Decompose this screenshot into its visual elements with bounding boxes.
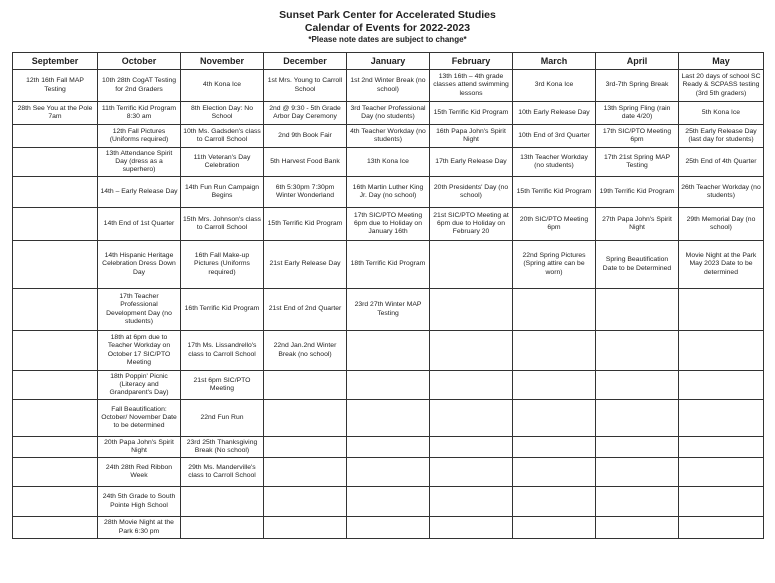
event-text: 22nd Fun Run xyxy=(200,413,244,421)
event-text: 8th Election Day: No School xyxy=(191,104,253,120)
event-cell-november xyxy=(181,125,264,148)
event-cell-december xyxy=(264,371,347,400)
event-text: 11th Terrific Kid Program 8:30 am xyxy=(101,104,177,120)
event-cell-october xyxy=(98,208,181,241)
event-text: 15th Terrific Kid Program xyxy=(516,187,592,195)
month-header-october: October xyxy=(98,53,181,70)
event-cell-september xyxy=(13,102,98,125)
event-text: 3rd Teacher Professional Day (no students) xyxy=(350,104,426,120)
event-cell-january xyxy=(347,487,430,517)
event-cell-january xyxy=(347,371,430,400)
event-text: 29th Memorial Day (no school) xyxy=(686,215,756,231)
event-text: 17th SIC/PTO Meeting 6pm due to Holiday on January 16th xyxy=(353,211,423,236)
event-cell-january xyxy=(347,148,430,177)
event-text: 1st Mrs. Young to Carroll School xyxy=(267,77,343,93)
event-cell-march xyxy=(513,458,596,487)
event-cell-may xyxy=(679,102,764,125)
month-header-may: May xyxy=(679,53,764,70)
event-cell-november xyxy=(181,177,264,208)
calendar-subtitle: Calendar of Events for 2022-2023 xyxy=(304,22,471,34)
event-cell-may xyxy=(679,289,764,331)
event-cell-october xyxy=(98,289,181,331)
event-cell-november xyxy=(181,437,264,458)
event-cell-october xyxy=(98,517,181,539)
event-cell-january xyxy=(347,208,430,241)
event-text: 13th Attendance Spirit Day (dress as a superhero) xyxy=(105,149,173,174)
month-header-december: December xyxy=(264,53,347,70)
event-cell-april xyxy=(596,487,679,517)
event-cell-february xyxy=(430,70,513,102)
event-cell-october xyxy=(98,177,181,208)
event-text: 10th Early Release Day xyxy=(518,108,590,116)
event-cell-october xyxy=(98,437,181,458)
event-cell-october xyxy=(98,400,181,437)
event-cell-may xyxy=(679,400,764,437)
event-text: 27th Papa John's Spirit Night xyxy=(602,215,672,231)
event-cell-may xyxy=(679,458,764,487)
event-cell-february xyxy=(430,400,513,437)
event-text: 17th Teacher Professional Development Day (no students) xyxy=(106,293,172,325)
event-text: 21st SIC/PTO Meeting at 6pm due to Holiday on February 20 xyxy=(433,211,509,236)
event-cell-march xyxy=(513,487,596,517)
month-header-february: February xyxy=(430,53,513,70)
event-cell-may xyxy=(679,177,764,208)
month-header-january: January xyxy=(347,53,430,70)
event-cell-september xyxy=(13,125,98,148)
event-text: 12th 16th Fall MAP Testing xyxy=(26,77,84,93)
calendar-row xyxy=(13,208,764,241)
calendar-body xyxy=(13,70,764,539)
calendar-row xyxy=(13,125,764,148)
event-text: 17th SIC/PTO Meeting 6pm xyxy=(602,127,672,143)
event-cell-april xyxy=(596,517,679,539)
event-cell-october xyxy=(98,331,181,371)
event-cell-april xyxy=(596,371,679,400)
event-cell-january xyxy=(347,400,430,437)
calendar-row xyxy=(13,289,764,331)
event-cell-april xyxy=(596,241,679,289)
event-cell-november xyxy=(181,208,264,241)
event-cell-december xyxy=(264,458,347,487)
event-cell-march xyxy=(513,517,596,539)
event-cell-november xyxy=(181,289,264,331)
event-cell-october xyxy=(98,241,181,289)
event-cell-september xyxy=(13,371,98,400)
event-cell-april xyxy=(596,289,679,331)
event-cell-march xyxy=(513,208,596,241)
event-text: 25th End of 4th Quarter xyxy=(685,157,757,165)
event-text: 19th Terrific Kid Program xyxy=(599,187,675,195)
event-cell-march xyxy=(513,177,596,208)
event-cell-november xyxy=(181,241,264,289)
calendar-row xyxy=(13,148,764,177)
event-text: 11th Veteran's Day Celebration xyxy=(193,153,251,169)
calendar-row xyxy=(13,177,764,208)
event-cell-may xyxy=(679,437,764,458)
event-text: 16th Papa John's Spirit Night xyxy=(436,127,506,143)
calendar-row xyxy=(13,458,764,487)
event-cell-april xyxy=(596,458,679,487)
event-text: 10th Ms. Gadsden's class to Carroll School xyxy=(183,127,261,143)
event-cell-december xyxy=(264,125,347,148)
event-cell-january xyxy=(347,125,430,148)
event-cell-february xyxy=(430,437,513,458)
event-text: 17th Ms. Lissandrello's class to Carroll School xyxy=(187,342,257,358)
event-cell-october xyxy=(98,102,181,125)
event-cell-may xyxy=(679,487,764,517)
calendar-row xyxy=(13,517,764,539)
calendar-row xyxy=(13,102,764,125)
event-cell-april xyxy=(596,208,679,241)
event-text: 24th 28th Red Ribbon Week xyxy=(105,463,173,479)
event-text: 10th End of 3rd Quarter xyxy=(518,131,590,139)
school-title: Sunset Park Center for Accelerated Studies xyxy=(279,9,496,21)
event-cell-april xyxy=(596,437,679,458)
event-text: 16th Martin Luther King Jr. Day (no school) xyxy=(352,183,424,199)
event-cell-january xyxy=(347,437,430,458)
event-cell-march xyxy=(513,125,596,148)
event-text: 17th 21st Spring MAP Testing xyxy=(603,153,671,169)
event-cell-february xyxy=(430,331,513,371)
event-text: 2nd @ 9:30 - 5th Grade Arbor Day Ceremony xyxy=(269,104,341,120)
event-text: 16th Fall Make-up Pictures (Uniforms required) xyxy=(194,252,250,276)
event-cell-march xyxy=(513,331,596,371)
event-cell-may xyxy=(679,371,764,400)
event-cell-february xyxy=(430,289,513,331)
event-cell-may xyxy=(679,517,764,539)
event-text: 14th End of 1st Quarter xyxy=(103,219,175,227)
event-cell-april xyxy=(596,70,679,102)
event-cell-april xyxy=(596,125,679,148)
event-cell-september xyxy=(13,437,98,458)
event-cell-september xyxy=(13,208,98,241)
event-text: 4th Kona Ice xyxy=(202,81,242,89)
event-text: Spring Beautification Date to be Determined xyxy=(602,256,672,272)
event-text: 13th Kona Ice xyxy=(367,157,409,165)
calendar-row xyxy=(13,241,764,289)
event-text: Last 20 days of school SC Ready & SCPASS testing (3rd 5th graders) xyxy=(681,73,761,97)
event-cell-may xyxy=(679,208,764,241)
event-cell-november xyxy=(181,400,264,437)
event-text: 5th Harvest Food Bank xyxy=(270,157,340,165)
event-cell-february xyxy=(430,241,513,289)
event-cell-april xyxy=(596,400,679,437)
event-cell-march xyxy=(513,148,596,177)
event-cell-october xyxy=(98,371,181,400)
event-cell-september xyxy=(13,458,98,487)
event-cell-september xyxy=(13,70,98,102)
event-cell-september xyxy=(13,148,98,177)
event-text: 1st 2nd Winter Break (no school) xyxy=(350,77,426,93)
event-cell-october xyxy=(98,487,181,517)
event-text: 18th Poppin' Picnic (Literacy and Grandparent's Day) xyxy=(109,372,169,397)
event-cell-february xyxy=(430,148,513,177)
event-cell-may xyxy=(679,331,764,371)
event-text: 16th Terrific Kid Program xyxy=(184,305,260,313)
event-cell-march xyxy=(513,289,596,331)
event-cell-may xyxy=(679,70,764,102)
event-cell-january xyxy=(347,102,430,125)
event-cell-may xyxy=(679,241,764,289)
event-text: 17th Early Release Day xyxy=(435,157,507,165)
event-text: 15th Terrific Kid Program xyxy=(433,108,509,116)
event-text: 28th See You at the Pole 7am xyxy=(17,104,93,120)
event-text: 10th 28th CogAT Testing for 2nd Graders xyxy=(101,77,177,93)
event-cell-september xyxy=(13,331,98,371)
month-header-march: March xyxy=(513,53,596,70)
month-header-september: September xyxy=(13,53,98,70)
calendar-note: *Please note dates are subject to change* xyxy=(308,35,467,44)
event-cell-november xyxy=(181,371,264,400)
event-text: 24th 5th Grade to South Pointe High School xyxy=(102,493,176,509)
event-cell-january xyxy=(347,458,430,487)
event-cell-january xyxy=(347,517,430,539)
month-header-row xyxy=(13,53,764,70)
event-cell-november xyxy=(181,331,264,371)
event-text: 12th Fall Pictures (Uniforms required) xyxy=(109,127,169,143)
event-text: 23rd 25th Thanksgiving Break (No school) xyxy=(186,438,258,454)
event-cell-september xyxy=(13,177,98,208)
event-cell-february xyxy=(430,517,513,539)
event-cell-december xyxy=(264,208,347,241)
event-text: 29th Ms. Manderville's class to Carroll School xyxy=(188,463,256,479)
calendar-row xyxy=(13,400,764,437)
event-cell-march xyxy=(513,70,596,102)
month-header-november: November xyxy=(181,53,264,70)
event-cell-december xyxy=(264,289,347,331)
month-header-april: April xyxy=(596,53,679,70)
event-text: Fall Beautification: October/ November Date to be determined xyxy=(101,405,177,430)
event-cell-march xyxy=(513,241,596,289)
event-text: 22nd Jan.2nd Winter Break (no school) xyxy=(273,342,337,358)
event-cell-march xyxy=(513,400,596,437)
event-cell-may xyxy=(679,148,764,177)
event-cell-february xyxy=(430,487,513,517)
event-cell-december xyxy=(264,241,347,289)
event-text: 5th Kona Ice xyxy=(701,108,741,116)
event-text: 25th Early Release Day (last day for students) xyxy=(685,127,757,143)
calendar-row xyxy=(13,487,764,517)
event-text: 21st 6pm SIC/PTO Meeting xyxy=(193,376,251,392)
event-cell-january xyxy=(347,241,430,289)
event-cell-september xyxy=(13,517,98,539)
event-text: 23rd 27th Winter MAP Testing xyxy=(354,301,422,317)
event-text: 15th Mrs. Johnson's class to Carroll School xyxy=(183,215,261,231)
event-text: 22nd Spring Pictures (Spring attire can be worn) xyxy=(522,252,586,276)
event-text: 18th Terrific Kid Program xyxy=(350,260,426,268)
event-cell-september xyxy=(13,289,98,331)
event-cell-february xyxy=(430,177,513,208)
event-cell-november xyxy=(181,70,264,102)
event-text: 21st End of 2nd Quarter xyxy=(268,305,342,313)
event-cell-april xyxy=(596,148,679,177)
event-cell-february xyxy=(430,458,513,487)
event-cell-october xyxy=(98,148,181,177)
calendar-row xyxy=(13,371,764,400)
event-cell-march xyxy=(513,371,596,400)
event-text: 18th at 6pm due to Teacher Workday on October 17 SIC/PTO Meeting xyxy=(107,334,171,366)
event-cell-april xyxy=(596,102,679,125)
event-text: 14th Fun Run Campaign Begins xyxy=(184,183,260,199)
event-text: 28th Movie Night at the Park 6:30 pm xyxy=(104,519,174,535)
event-cell-december xyxy=(264,437,347,458)
event-cell-october xyxy=(98,125,181,148)
event-cell-november xyxy=(181,148,264,177)
event-text: 21st Early Release Day xyxy=(269,260,341,268)
event-cell-february xyxy=(430,208,513,241)
event-cell-october xyxy=(98,70,181,102)
event-cell-march xyxy=(513,102,596,125)
event-cell-january xyxy=(347,289,430,331)
event-cell-december xyxy=(264,331,347,371)
calendar-row xyxy=(13,331,764,371)
event-text: 20th Presidents' Day (no school) xyxy=(433,183,509,199)
event-cell-december xyxy=(264,148,347,177)
event-cell-september xyxy=(13,241,98,289)
event-cell-october xyxy=(98,458,181,487)
event-text: 2nd 9th Book Fair xyxy=(278,131,332,139)
event-text: 14th – Early Release Day xyxy=(100,187,178,195)
event-cell-may xyxy=(679,125,764,148)
event-cell-march xyxy=(513,437,596,458)
event-text: 4th Teacher Workday (no students) xyxy=(350,127,426,143)
event-cell-december xyxy=(264,70,347,102)
calendar-header xyxy=(0,0,775,51)
event-cell-december xyxy=(264,517,347,539)
calendar-row xyxy=(13,70,764,102)
events-calendar-table xyxy=(12,52,764,539)
event-cell-november xyxy=(181,517,264,539)
event-cell-december xyxy=(264,487,347,517)
event-text: 20th SIC/PTO Meeting 6pm xyxy=(519,215,589,231)
event-cell-january xyxy=(347,70,430,102)
event-text: Movie Night at the Park May 2023 Date to be determined xyxy=(685,252,757,276)
event-cell-february xyxy=(430,125,513,148)
event-cell-november xyxy=(181,102,264,125)
calendar-row xyxy=(13,437,764,458)
event-text: 3rd Kona Ice xyxy=(534,81,574,89)
event-cell-november xyxy=(181,487,264,517)
event-text: 13th 16th – 4th grade classes attend swimming lessons xyxy=(433,73,509,97)
event-cell-december xyxy=(264,102,347,125)
event-cell-february xyxy=(430,371,513,400)
event-text: 15th Terrific Kid Program xyxy=(267,219,343,227)
event-cell-february xyxy=(430,102,513,125)
event-text: 13th Teacher Workday (no students) xyxy=(520,153,588,169)
event-cell-january xyxy=(347,177,430,208)
event-cell-september xyxy=(13,487,98,517)
event-cell-september xyxy=(13,400,98,437)
event-text: 3rd-7th Spring Break xyxy=(605,81,669,89)
event-cell-december xyxy=(264,177,347,208)
event-text: 6th 5:30pm 7:30pm Winter Wonderland xyxy=(275,183,335,199)
event-cell-january xyxy=(347,331,430,371)
event-text: 26th Teacher Workday (no students) xyxy=(681,183,761,199)
event-cell-april xyxy=(596,177,679,208)
event-cell-december xyxy=(264,400,347,437)
event-text: 14th Hispanic Heritage Celebration Dress Down Day xyxy=(102,252,176,276)
event-text: 13th Spring Fling (rain date 4/20) xyxy=(603,104,671,120)
event-text: 20th Papa John's Spirit Night xyxy=(104,438,174,454)
event-cell-november xyxy=(181,458,264,487)
event-cell-april xyxy=(596,331,679,371)
